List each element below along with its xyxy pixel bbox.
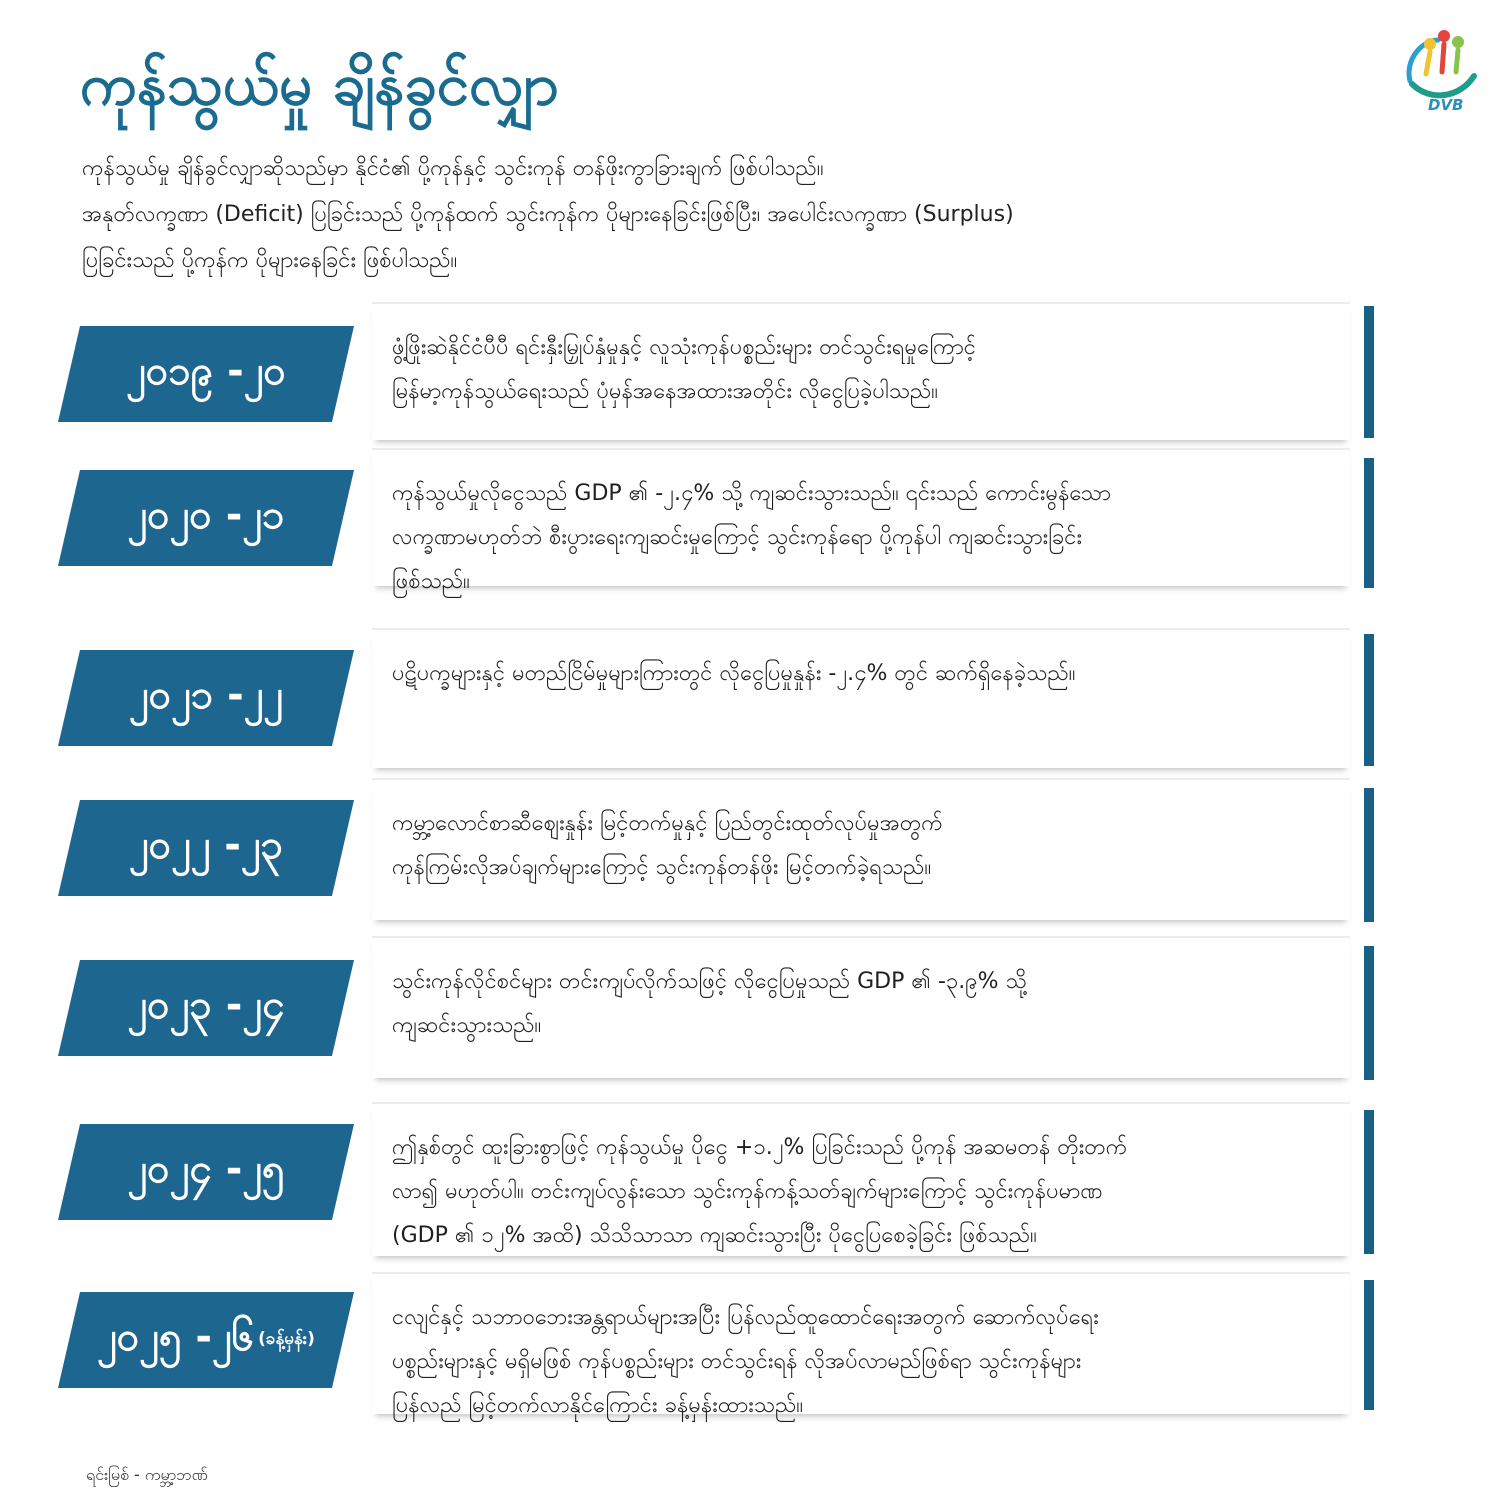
year-label (58, 1292, 354, 1388)
card-text-line: လက္ခဏာမဟုတ်ဘဲ စီးပွားရေးကျဆင်းမှုကြောင့် သွင်းကုန်ရော ပို့ကုန်ပါ ကျဆင်းသွားခြင်း (392, 525, 1083, 550)
card-text (392, 960, 1330, 1048)
accent-bar (1364, 634, 1374, 766)
year-label (58, 960, 354, 1056)
year-badge (58, 1124, 354, 1220)
card-text (392, 802, 1330, 890)
card-text-line: ဖြစ်သည်။ (392, 569, 470, 594)
timeline-card (372, 1102, 1350, 1256)
card-text-line: ပစ္စည်းများနှင့် မရှိမဖြစ် ကုန်ပစ္စည်းများ တင်သွင်းရန် လိုအပ်လာမည်ဖြစ်ရာ သွင်းကုန်များ (392, 1349, 1082, 1374)
year-text: ၂၀၂၄ -၂၅ (127, 1145, 285, 1192)
accent-bar (1364, 1280, 1374, 1410)
year-label (58, 800, 354, 896)
card-text-line: ဤနှစ်တွင် ထူးခြားစွာဖြင့် ကုန်သွယ်မှု ပိုငွေ +၁.၂% ပြခြင်းသည် ပို့ကုန် အဆမတန် တိုးတက် (392, 1135, 1128, 1160)
year-label (58, 1124, 354, 1220)
timeline-card (372, 628, 1350, 768)
year-text: ၂၀၁၉ -၂၀ (126, 347, 286, 394)
year-text: ၂၀၂၃ -၂၄ (127, 981, 285, 1028)
year-badge (58, 650, 354, 746)
card-text (392, 652, 1330, 696)
logo-text: DVB (1428, 96, 1464, 114)
timeline-card (372, 448, 1350, 594)
card-text-line: ကမ္ဘာ့လောင်စာဆီဈေးနှုန်း မြင့်တက်မှုနှင့် ပြည်တွင်းထုတ်လုပ်မှုအတွက် (392, 811, 943, 836)
source-note: ရင်းမြစ် - ကမ္ဘာ့ဘဏ် (86, 1465, 208, 1484)
card-text (392, 326, 1330, 414)
year-badge (58, 1292, 354, 1388)
accent-bar (1364, 946, 1374, 1080)
year-text: ၂၀၂၂ -၂၃ (128, 821, 284, 868)
card-text (392, 1126, 1330, 1258)
card-text-line: ကုန်သွယ်မှုလိုငွေသည် GDP ၏ -၂.၄% သို့ ကျဆင်းသွားသည်။ ၎င်းသည် ကောင်းမွန်သော (392, 481, 1111, 506)
card-text-line: ပြန်လည် မြင့်တက်လာနိုင်ကြောင်း ခန့်မှန်းထားသည်။ (392, 1393, 803, 1418)
year-label (58, 650, 354, 746)
year-text: ၂၀၂၀ -၂၁ (127, 491, 285, 538)
card-text-line: ငလျင်နှင့် သဘာဝဘေးအန္တရာယ်များအပြီး ပြန်လည်ထူထောင်ရေးအတွက် ဆောက်လုပ်ရေး (392, 1305, 1099, 1330)
year-text: ၂၀၂၅ -၂၆ (97, 1313, 255, 1360)
card-text-line: ကုန်ကြမ်းလိုအပ်ချက်များကြောင့် သွင်းကုန်တန်ဖိုး မြင့်တက်ခဲ့ရသည်။ (392, 855, 932, 880)
card-text (392, 1296, 1330, 1428)
card-text-line: (GDP ၏ ၁၂% အထိ) သိသိသာသာ ကျဆင်းသွားပြီး ပိုငွေပြစေခဲ့ခြင်း ဖြစ်သည်။ (392, 1223, 1037, 1248)
accent-bar (1364, 1110, 1374, 1254)
intro-line: အနုတ်လက္ခဏာ (Deficit) ပြခြင်းသည် ပို့ကုန်ထက် သွင်းကုန်က ပိုများနေခြင်းဖြစ်ပြီး၊ အပေါင်းလက္ခဏာ (Surplus) (82, 202, 1014, 227)
year-text: ၂၀၂၁ -၂၂ (128, 671, 284, 718)
card-text-line: ဖွံ့ဖြိုးဆဲနိုင်ငံပီပီ ရင်းနှီးမြှုပ်နှံမှုနှင့် လူသုံးကုန်ပစ္စည်းများ တင်သွင်းရမှုကြောင့် (392, 335, 976, 360)
intro-line: ပြခြင်းသည် ပို့ကုန်က ပိုများနေခြင်း ဖြစ်ပါသည်။ (82, 248, 458, 273)
timeline-card (372, 778, 1350, 920)
card-text-line: လာ၍ မဟုတ်ပါ။ တင်းကျပ်လွန်းသော သွင်းကုန်ကန့်သတ်ချက်များကြောင့် သွင်းကုန်ပမာဏ (392, 1179, 1103, 1204)
timeline-card (372, 302, 1350, 440)
year-badge (58, 800, 354, 896)
accent-bar (1364, 458, 1374, 588)
year-badge (58, 470, 354, 566)
accent-bar (1364, 788, 1374, 922)
card-text-line: မြန်မာ့ကုန်သွယ်ရေးသည် ပုံမှန်အနေအထားအတိုင်း လိုငွေပြခဲ့ပါသည်။ (392, 379, 938, 404)
timeline-card (372, 1272, 1350, 1418)
card-text (392, 472, 1330, 604)
card-text-line: ပဋိပက္ခများနှင့် မတည်ငြိမ်မှုများကြားတွင် လိုငွေပြမှုနှုန်း -၂.၄% တွင် ဆက်ရှိနေခဲ့သည်။ (392, 661, 1076, 686)
estimate-note: (ခန့်မှန်း) (258, 1328, 315, 1349)
timeline-card (372, 936, 1350, 1078)
year-badge (58, 326, 354, 422)
card-text-line: သွင်းကုန်လိုင်စင်များ တင်းကျပ်လိုက်သဖြင့် လိုငွေပြမှုသည် GDP ၏ -၃.၉% သို့ (392, 969, 1027, 994)
page-title: ကုန်သွယ်မှု ချိန်ခွင်လျှာ (80, 50, 559, 118)
intro-line: ကုန်သွယ်မှု ချိန်ခွင်လျှာဆိုသည်မှာ နိုင်ငံ၏ ပို့ကုန်နှင့် သွင်းကုန် တန်ဖိုးကွာခြားချက် ဖြစ်ပါသည်။ (82, 156, 824, 181)
intro-paragraph (82, 146, 1412, 284)
accent-bar (1364, 306, 1374, 438)
card-text-line: ကျဆင်းသွားသည်။ (392, 1013, 542, 1038)
year-label (58, 326, 354, 422)
year-label (58, 470, 354, 566)
year-badge (58, 960, 354, 1056)
